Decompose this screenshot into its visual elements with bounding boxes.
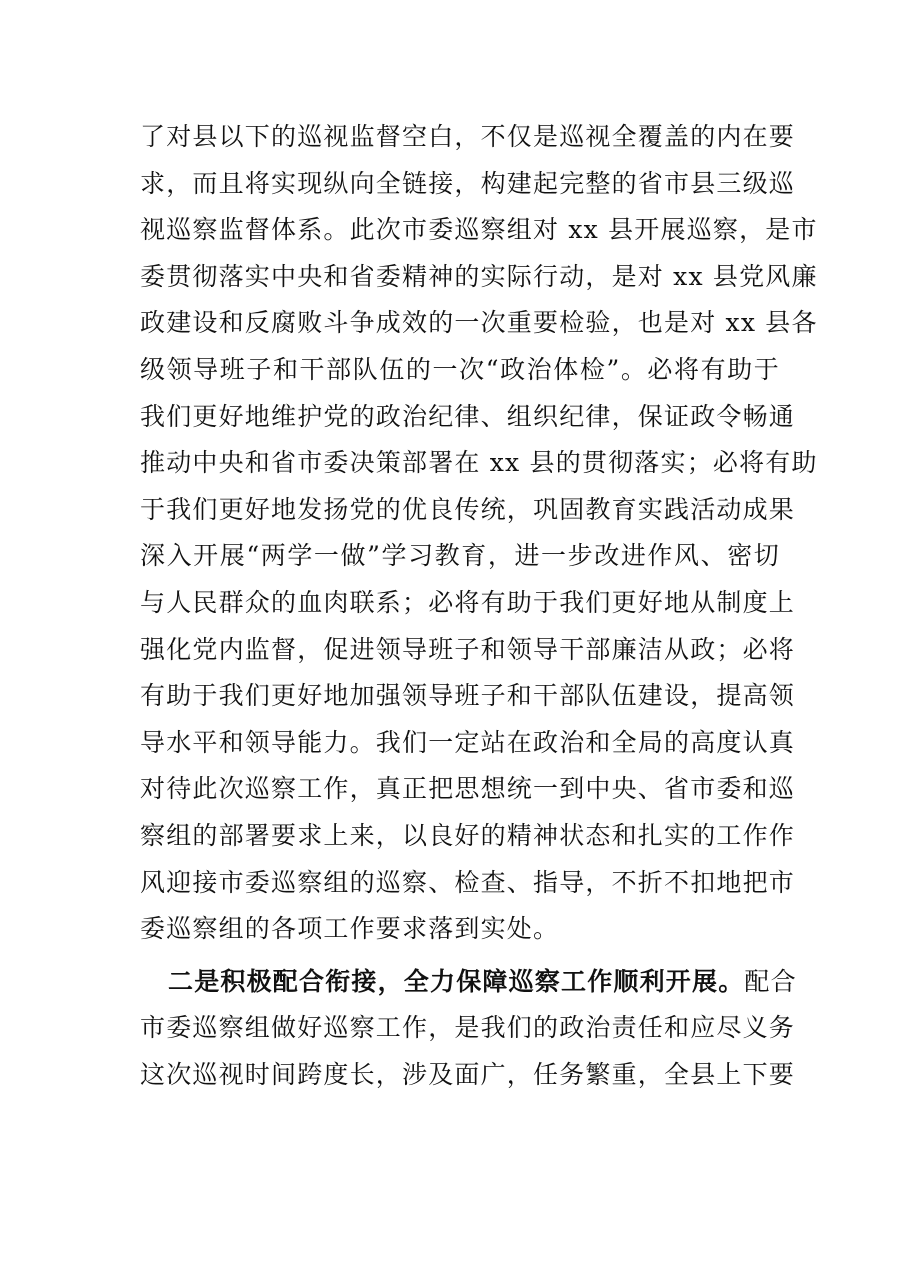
- paragraph-lead-heading: 二是积极配合衔接，全力保障巡察工作顺利开展。: [168, 966, 745, 996]
- text-line: 于我们更好地发扬党的优良传统，巩固教育实践活动成果: [140, 494, 796, 524]
- text-line: 我们更好地维护党的政治纪律、组织纪律，保证政令畅通: [140, 401, 796, 431]
- paragraph-1: [140, 114, 818, 953]
- text-line: 强化党内监督，促进领导班子和领导干部廉洁从政；必将: [140, 634, 796, 664]
- paragraph-2: [140, 959, 797, 1099]
- text-line: 推动中央和省市委决策部署在 xx 县的贯彻落实；必将有助: [140, 448, 818, 478]
- text-line: 政建设和反腐败斗争成效的一次重要检验，也是对 xx 县各: [140, 308, 818, 338]
- paragraph-2-first-line: [140, 959, 797, 1006]
- text-line: 这次巡视时间跨度长，涉及面广，任务繁重，全县上下要: [140, 1059, 796, 1089]
- text-line: 察组的部署要求上来，以良好的精神状态和扎实的工作作: [140, 820, 796, 850]
- text-line: 深入开展“两学一做”学习教育，进一步改进作风、密切: [140, 541, 780, 571]
- text-line: 导水平和领导能力。我们一定站在政治和全局的高度认真: [140, 727, 796, 757]
- text-line: 了对县以下的巡视监督空白，不仅是巡视全覆盖的内在要: [140, 122, 796, 151]
- text-line: 级领导班子和干部队伍的一次“政治体检”。必将有助于: [140, 354, 780, 384]
- text-line: 委巡察组的各项工作要求落到实处。: [140, 914, 560, 944]
- text-line: 市委巡察组做好巡察工作，是我们的政治责任和应尽义务: [140, 1013, 796, 1043]
- paragraph-lead-tail: 配合: [744, 966, 797, 996]
- text-line: 求，而且将实现纵向全链接，构建起完整的省市县三级巡: [140, 168, 796, 198]
- document-body: [140, 114, 818, 1098]
- text-line: 有助于我们更好地加强领导班子和干部队伍建设，提高领: [140, 681, 796, 711]
- text-line: 对待此次巡察工作，真正把思想统一到中央、省市委和巡: [140, 774, 796, 804]
- text-line: 视巡察监督体系。此次市委巡察组对 xx 县开展巡察，是市: [140, 215, 818, 245]
- text-line: 风迎接市委巡察组的巡察、检查、指导，不折不扣地把市: [140, 867, 796, 897]
- text-line: 委贯彻落实中央和省委精神的实际行动，是对 xx 县党风廉: [140, 261, 818, 291]
- text-line: 与人民群众的血肉联系；必将有助于我们更好地从制度上: [140, 587, 796, 617]
